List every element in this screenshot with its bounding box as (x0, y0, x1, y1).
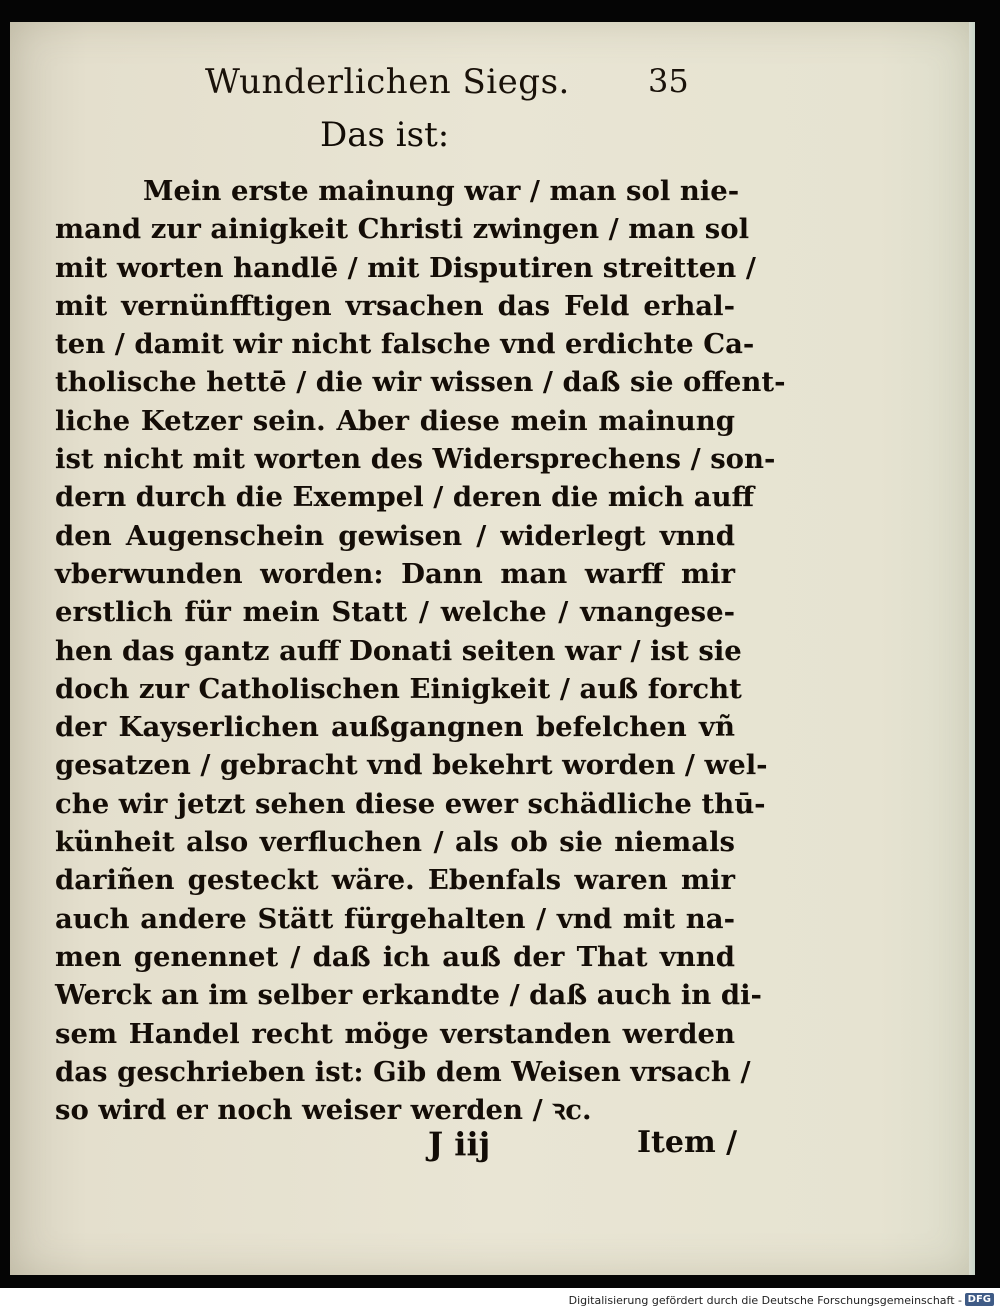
body-text (55, 172, 786, 1129)
catchword: Item / (637, 1125, 738, 1160)
section-heading: Das ist: (320, 115, 450, 155)
text-line: men genennet / daß ich auß der That vnnd (55, 940, 735, 973)
text-line: dariñen gesteckt wäre. Ebenfals waren mir (55, 864, 735, 897)
text-line: erstlich für mein Statt / welche / vnangese- (55, 596, 735, 629)
dfg-logo: DFG (965, 1293, 994, 1306)
text-line: Mein erste mainung war / man sol nie- (143, 175, 740, 207)
text-line: liche Ketzer sein. Aber diese mein mainung (55, 404, 735, 437)
text-line: auch andere Stätt fürgehalten / vnd mit na- (55, 902, 735, 935)
text-line: mit vernünfftigen vrsachen das Feld erhal- (55, 289, 735, 322)
text-line: den Augenschein gewisen / widerlegt vnnd (55, 519, 735, 552)
text-line: künheit also verfluchen / als ob sie niemals (55, 826, 735, 859)
footer-credit: Digitalisierung gefördert durch die Deutsche Forschungsgemeinschaft - (568, 1294, 962, 1307)
text-line: ist nicht mit worten des Widersprechens / son- (55, 443, 776, 476)
text-line: che wir jetzt sehen diese ewer schädliche thū- (55, 787, 766, 820)
text-line: mand zur ainigkeit Christi zwingen / man sol (55, 213, 750, 246)
text-line: sem Handel recht möge verstanden werden (55, 1017, 735, 1050)
text-line: ten / damit wir nicht falsche vnd erdichte Ca- (55, 328, 755, 361)
text-line: so wird er noch weiser werden / ꝛc. (55, 1094, 592, 1127)
text-line: Werck an im selber erkandte / daß auch in di- (55, 979, 762, 1012)
text-line: doch zur Catholischen Einigkeit / auß forcht (55, 672, 742, 705)
signature-mark: J iij (428, 1125, 491, 1163)
text-line: tholische hettē / die wir wissen / daß sie offent- (55, 366, 786, 399)
page-number: 35 (648, 62, 689, 100)
text-line: mit worten handlē / mit Disputiren streitten / (55, 251, 756, 284)
text-line: gesatzen / gebracht vnd bekehrt worden / wel- (55, 749, 768, 782)
text-line: das geschrieben ist: Gib dem Weisen vrsach / (55, 1055, 751, 1088)
text-line: dern durch die Exempel / deren die mich auff (55, 481, 755, 514)
running-head: Wunderlichen Siegs. (205, 62, 570, 102)
text-line: hen das gantz auff Donati seiten war / ist sie (55, 634, 742, 667)
text-line: der Kayserlichen außgangnen befelchen vñ (55, 711, 735, 744)
page-edge (969, 22, 975, 1275)
text-line: vberwunden worden: Dann man warff mir (55, 557, 735, 590)
